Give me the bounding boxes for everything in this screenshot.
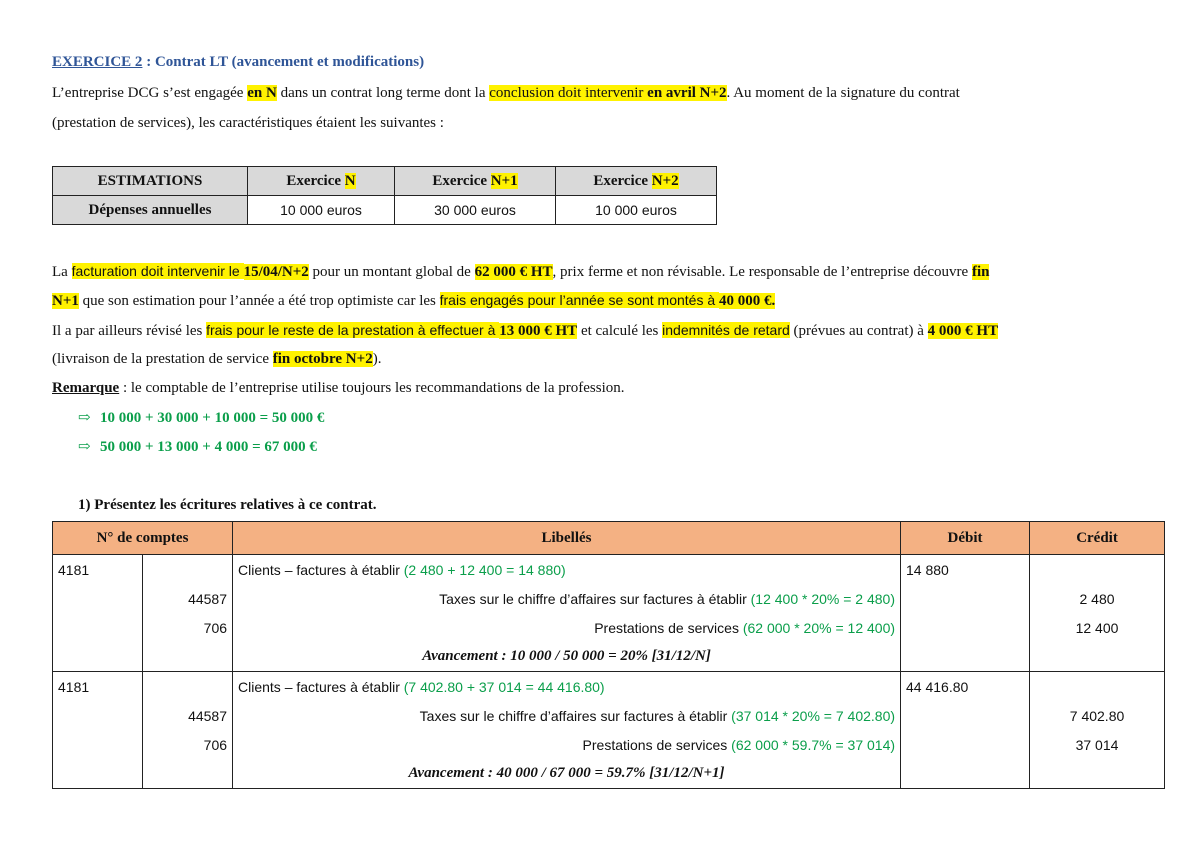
body-line-1: La facturation doit intervenir le 15/04/N+2 pour un montant global de 62 000 € HT, prix ferme et non révisable. Le responsable de l’entreprise découvre fin — [52, 263, 990, 280]
intro-line-1: L’entreprise DCG s’est engagée en N dans un contrat long terme dont la conclusion doit intervenir en avril N+2. Au moment de la signature du contrat — [52, 85, 960, 101]
arrow-right-icon: ⇨ — [78, 410, 91, 426]
exercise-label: EXERCICE 2 — [52, 54, 143, 70]
exercise-heading: EXERCICE 2 : Contrat LT (avancement et modifications) — [52, 54, 425, 70]
arrow-right-icon: ⇨ — [78, 439, 91, 455]
remark-line: Remarque : le comptable de l’entreprise utilise toujours les recommandations de la profession. — [52, 380, 625, 396]
entry-2-note: Avancement : 40 000 / 67 000 = 59.7% [31/12/N+1] — [233, 759, 901, 789]
body-line-4: (livraison de la prestation de service fin octobre N+2). — [52, 351, 382, 367]
entry-2-row-1: 4181 Clients – factures à établir (7 402.80 + 37 014 = 44 416.80) 44 416.80 — [53, 672, 1165, 702]
row-label-expenses: Dépenses annuelles — [53, 196, 248, 225]
expense-n1: 30 000 euros — [395, 196, 556, 225]
year-header-n: Exercice N — [248, 167, 395, 196]
entry-1-note-row — [53, 642, 1165, 672]
journal-table — [52, 521, 1165, 789]
entry-1-row-1: 4181 Clients – factures à établir (2 480 + 12 400 = 14 880) 14 880 — [53, 555, 1165, 585]
entry-2-row-3: 706 Prestations de services (62 000 * 59.7% = 37 014) 37 014 — [53, 730, 1165, 759]
calc-line-1: ⇨ 10 000 + 30 000 + 10 000 = 50 000 € — [78, 410, 325, 426]
entry-1-note: Avancement : 10 000 / 50 000 = 20% [31/12/N] — [233, 642, 901, 672]
header-credit: Crédit — [1030, 522, 1165, 555]
body-line-3: Il a par ailleurs révisé les frais pour le reste de la prestation à effectuer à 13 000 € HT et calculé les indemnités de retard (prévues au contrat) à 4 000 € HT — [52, 322, 999, 339]
body-line-2: N+1 que son estimation pour l’année a été trop optimiste car les frais engagés pour l’année se sont montés à 40 000 €. — [52, 292, 776, 309]
remark-label: Remarque — [52, 380, 120, 396]
calc-line-2: ⇨ 50 000 + 13 000 + 4 000 = 67 000 € — [78, 439, 317, 455]
year-header-n1: Exercice N+1 — [395, 167, 556, 196]
intro-line-2: (prestation de services), les caractéristiques étaient les suivantes : — [52, 115, 444, 131]
entry-1-row-3: 706 Prestations de services (62 000 * 20% = 12 400) 12 400 — [53, 613, 1165, 642]
exercise-title: Contrat LT (avancement et modifications) — [154, 54, 425, 70]
estimations-table — [52, 166, 717, 225]
header-debit: Débit — [901, 522, 1030, 555]
expense-n: 10 000 euros — [248, 196, 395, 225]
entry-1-row-2: 44587 Taxes sur le chiffre d’affaires sur factures à établir (12 400 * 20% = 2 480) 2 480 — [53, 584, 1165, 613]
entry-2-row-2: 44587 Taxes sur le chiffre d’affaires sur factures à établir (37 014 * 20% = 7 402.80) 7 402.80 — [53, 701, 1165, 730]
question-1: 1) Présentez les écritures relatives à ce contrat. — [78, 497, 377, 513]
header-label: Libellés — [233, 522, 901, 555]
estimations-header: ESTIMATIONS — [53, 167, 248, 196]
expense-n2: 10 000 euros — [556, 196, 717, 225]
year-header-n2: Exercice N+2 — [556, 167, 717, 196]
entry-2-note-row — [53, 759, 1165, 789]
header-accounts: N° de comptes — [53, 522, 233, 555]
